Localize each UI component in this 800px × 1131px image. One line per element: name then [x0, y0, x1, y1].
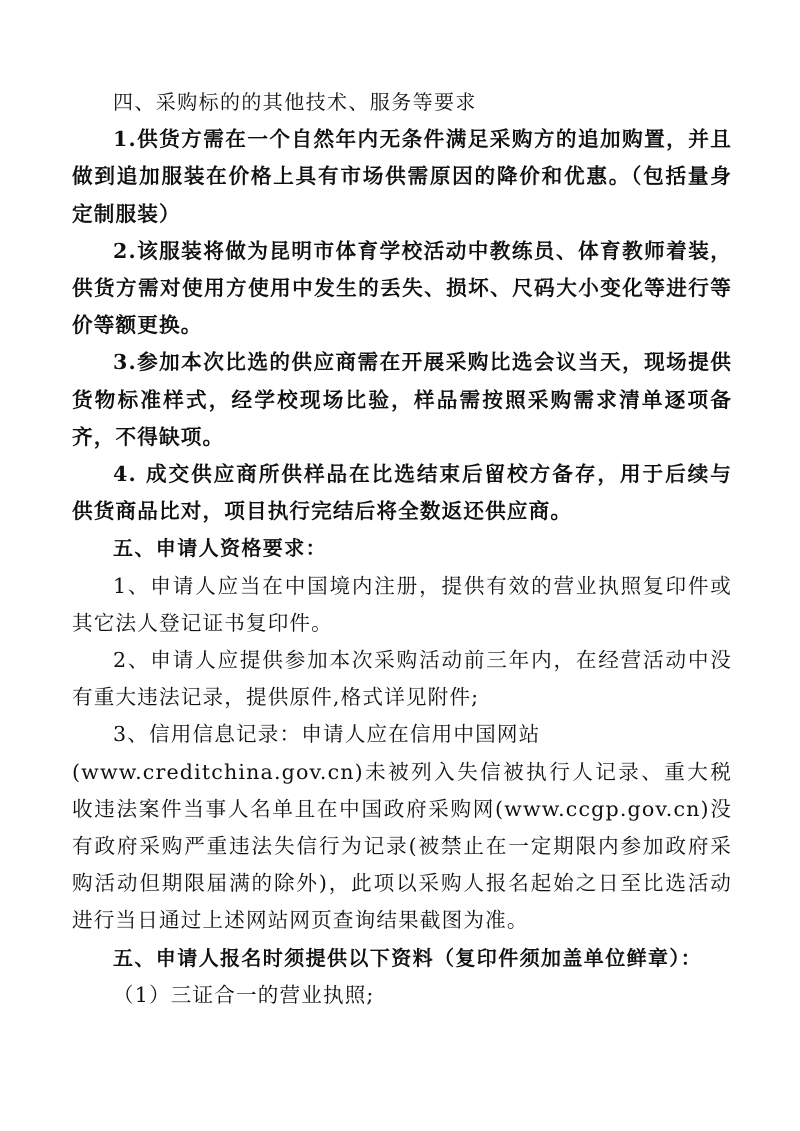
document-body [72, 84, 732, 1014]
section-4-item-4: 4. 成交供应商所供样品在比选结束后留校方备存，用于后续与供货商品比对，项目执行完结后将全数返还供应商。 [72, 462, 732, 524]
section-5-item-2: 2、申请人应提供参加本次采购活动前三年内，在经营活动中没有重大违法记录，提供原件,格式详见附件; [72, 648, 732, 710]
section-5-item-1: 1、申请人应当在中国境内注册，提供有效的营业执照复印件或其它法人登记证书复印件。 [72, 573, 732, 635]
section-5-item-3: 3、信用信息记录：申请人应在信用中国网站 [113, 722, 541, 747]
section-5-heading: 五、申请人资格要求： [113, 536, 327, 561]
section-4-item-1: 1.供货方需在一个自然年内无条件满足采购方的追加购置，并且做到追加服装在价格上具有市场供需原因的降价和优惠。（包括量身定制服装） [72, 127, 732, 226]
section-6-item-1: （1）三证合一的营业执照; [113, 982, 375, 1007]
section-6-heading: 五、申请人报名时须提供以下资料（复印件须加盖单位鲜章）： [113, 945, 703, 970]
section-4-heading: 四、采购标的的其他技术、服务等要求 [113, 90, 477, 114]
section-4-item-2: 2.该服装将做为昆明市体育学校活动中教练员、体育教师着装，供货方需对使用方使用中发生的丢失、损坏、尺码大小变化等进行等价等额更换。 [72, 238, 732, 338]
section-4-item-3: 3.参加本次比选的供应商需在开展采购比选会议当天，现场提供货物标准样式，经学校现场比验，样品需按照采购需求清单逐项备齐，不得缺项。 [72, 350, 732, 449]
section-5-item-3-continuation: (www.creditchina.gov.cn)未被列入失信被执行人记录、重大税收违法案件当事人名单且在中国政府采购网(www.ccgp.gov.cn)没有政府采购严重违法失信行为记录(被禁止在一定期限内参加政府采购活动但期限届满的除外)，此项以采购人报名起始之日至比选活动进行当日通过上述网站网页查询结果截图为准。 [72, 759, 732, 933]
